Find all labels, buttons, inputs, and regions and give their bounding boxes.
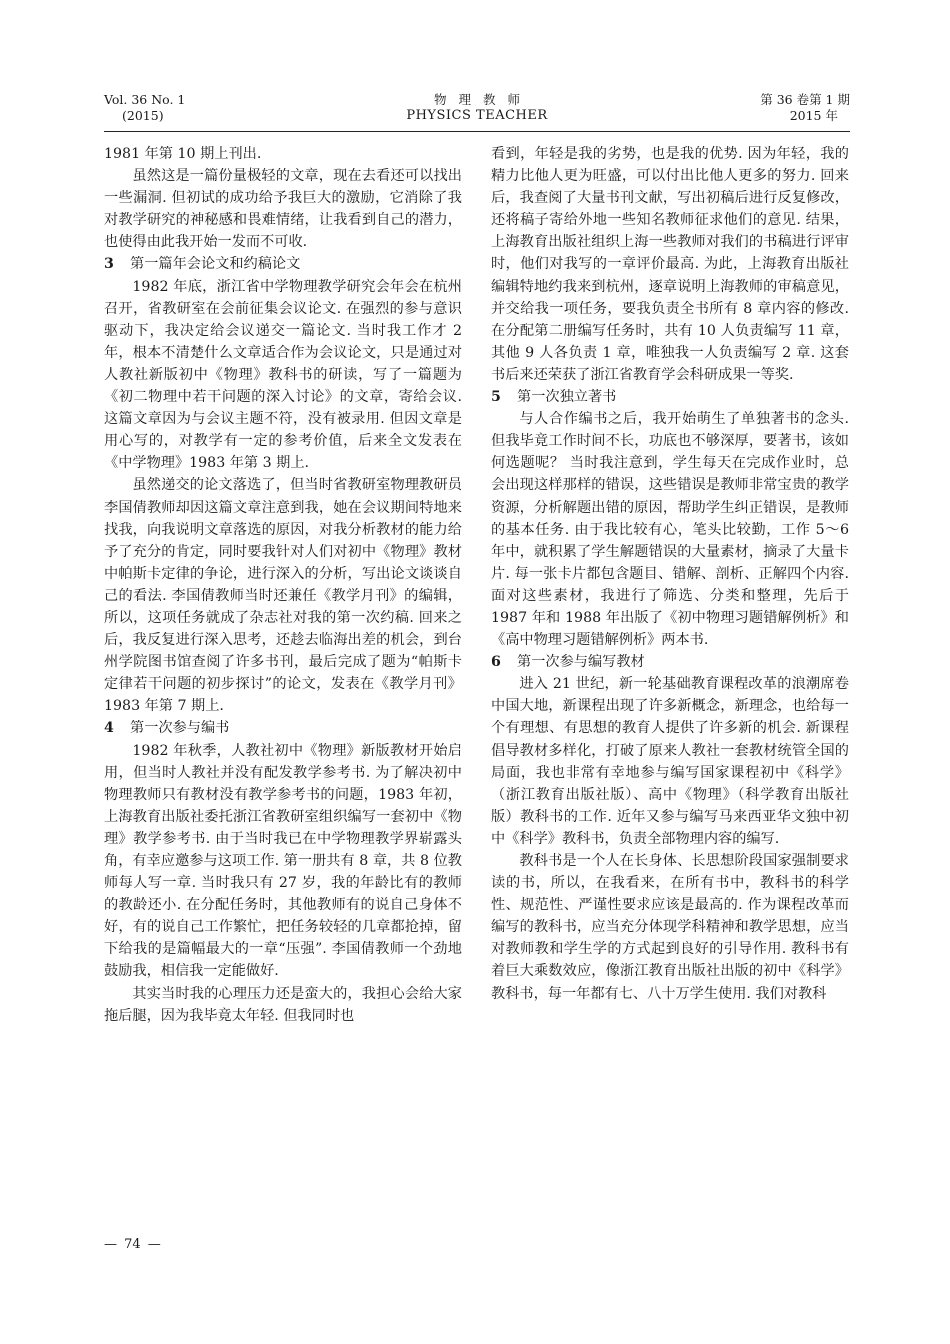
paragraph: 教科书是一个人在长身体、长思想阶段国家强制要求读的书，所以，在我看来，在所有书中，教科书的科学性、规范性、严谨性要求应该是最高的. 作为课程改革而编写的教科书，应当充分体现学科精神和教学思想，应当对教师教和学生学的方式起到良好的引导作用. 教科书有着巨大乘数效应，像浙江教育出版社出版的初中《科学》教科书，每一年都有七、八十万学生使用. 我们对教科	[491, 853, 849, 1002]
journal-title-en: PHYSICS TEACHER	[406, 108, 548, 123]
section-title: 第一次独立著书	[517, 389, 617, 406]
left-column	[104, 143, 462, 1027]
paragraph: 与人合作编书之后，我开始萌生了单独著书的念头. 但我毕竟工作时间不长，功底也不够深厚，要著书，该如何选题呢？ 当时我注意到，学生每天在完成作业时，总会出现这样那样的错误，这些错误是教师非常宝贵的教学资源，分析解题出错的原因，帮助学生纠正错误，是教师的基本任务. 由于我比较有心，笔头比较勤，工作 5～6 年中，就积累了学生解题错误的大量素材，摘录了大量卡片. 每一张卡片都包含题目、错解、剖析、正解四个内容. 面对这些素材，我进行了筛选、分类和整理，先后于 1987 年和 1988 年出版了《初中物理习题错解例析》和《高中物理习题错解例析》两本书.	[491, 411, 849, 649]
paragraph: 进入 21 世纪，新一轮基础教育课程改革的浪潮席卷中国大地，新课程出现了许多新概念，新理念，也给每一个有理想、有思想的教育人提供了许多新的机会. 新课程倡导教材多样化，打破了原来人教社一套教材统管全国的局面，我也非常有幸地参与编写国家课程初中《科学》（浙江教育出版社版）、高中《物理》（科学教育出版社版）教科书的工作. 近年又参与编写马来西亚华文独中初中《科学》教科书，负责全部物理内容的编写.	[491, 676, 849, 847]
section-heading-5	[491, 386, 849, 408]
section-number: 3	[104, 256, 114, 273]
header-journal-title	[104, 92, 850, 124]
header-vol-year: (2015)	[122, 108, 164, 123]
paragraph: 虽然这是一篇份量极轻的文章，现在去看还可以找出一些漏洞. 但初试的成功给予我巨大的激励，它消除了我对教学研究的神秘感和畏难情绪，让我看到自己的潜力，也使得由此我开始一发而不可收.	[104, 168, 462, 251]
paragraph: 1982 年底，浙江省中学物理教学研究会年会在杭州召开，省教研室在会前征集会议论文. 在强烈的参与意识驱动下，我决定给会议递交一篇论文. 当时我工作才 2 年，根本不清楚什么文章适合作为会议论文，只是通过对人教社新版初中《物理》教科书的研读，写了一篇题为《初二物理中若干问题的深入讨论》的文章，寄给会议. 这篇文章因为与会议主题不符，没有被录用. 但因文章是用心写的，对教学有一定的参考价值，后来全文发表在《中学物理》1983 年第 3 期上.	[104, 278, 462, 472]
paragraph: 其实当时我的心理压力还是蛮大的，我担心会给大家拖后腿，因为我毕竟太年轻. 但我同时也	[104, 985, 462, 1024]
running-header	[104, 92, 850, 130]
section-number: 4	[104, 720, 114, 737]
section-number: 6	[491, 654, 501, 671]
header-issue-info	[760, 92, 850, 124]
section-heading-4	[104, 717, 462, 739]
journal-title-cn: 物理教师	[433, 92, 532, 107]
section-title: 第一次参与编写教材	[517, 654, 645, 671]
paragraph: 虽然递交的论文落选了，但当时省教研室物理教研员李国倩教师却因这篇文章注意到我，她在会议期间特地来找我，向我说明文章落选的原因，对我分析教材的能力给予了充分的肯定，同时要我针对人们对初中《物理》教材中帕斯卡定律的争论，进行深入的分析，写出论文谈谈自己的看法. 李国倩教师当时还兼任《教学月刊》的编辑，所以，这项任务就成了杂志社对我的第一次约稿. 回来之后，我反复进行深入思考，还趁去临海出差的机会，到台州学院图书馆查阅了许多书刊，最后完成了题为“帕斯卡定律若干问题的初步探讨”的论文，发表在《教学月刊》1983 年第 7 期上.	[104, 477, 462, 715]
header-vol-line: Vol. 36 No. 1	[104, 92, 186, 107]
section-title: 第一篇年会论文和约稿论文	[130, 256, 301, 273]
section-title: 第一次参与编书	[130, 720, 230, 737]
paragraph: 1981 年第 10 期上刊出.	[104, 146, 262, 162]
header-year-cn: 2015 年	[789, 108, 838, 123]
paragraph: 1982 年秋季，人教社初中《物理》新版教材开始启用，但当时人教社并没有配发教学参考书. 为了解决初中物理教师只有教材没有教学参考书的问题，1983 年初，上海教育出版社委托浙江省教研室组织编写一套初中《物理》教学参考书. 由于当时我已在中学物理教学界崭露头角，有幸应邀参与这项工作. 第一册共有 8 章，共 8 位教师每人写一章. 当时我只有 27 岁，我的年龄比有的教师的教龄还小. 在分配任务时，其他教师有的说自己身体不好，有的说自己工作繁忙，把任务较轻的几章都抢掉，留下给我的是篇幅最大的一章“压强”. 李国倩教师一个劲地鼓励我，相信我一定能做好.	[104, 742, 462, 980]
header-issue-cn: 第 36 卷第 1 期	[760, 92, 850, 107]
header-rule	[104, 131, 850, 132]
page-number: — 74 —	[104, 1237, 161, 1252]
paragraph: 看到，年轻是我的劣势，也是我的优势. 因为年轻，我的精力比他人更为旺盛，可以付出比他人更多的努力. 回来后，我查阅了大量书刊文献，写出初稿后进行反复修改，还将稿子寄给外地一些知名教师征求他们的意见. 结果，上海教育出版社组织上海一些教师对我们的书稿进行评审时，他们对我写的一章评价最高. 为此，上海教育出版社编辑特地约我来到杭州，逐章说明上海教师的审稿意见，并交给我一项任务，要我负责全书所有 8 章内容的修改. 在分配第二册编写任务时，共有 10 人负责编写 11 章，其他 9 人各负责 1 章，唯独我一人负责编写 2 章. 这套书后来还荣获了浙江省教育学会科研成果一等奖.	[491, 146, 849, 383]
section-number: 5	[491, 389, 501, 406]
right-column	[491, 143, 849, 1005]
section-heading-6	[491, 651, 849, 673]
section-heading-3	[104, 253, 462, 275]
